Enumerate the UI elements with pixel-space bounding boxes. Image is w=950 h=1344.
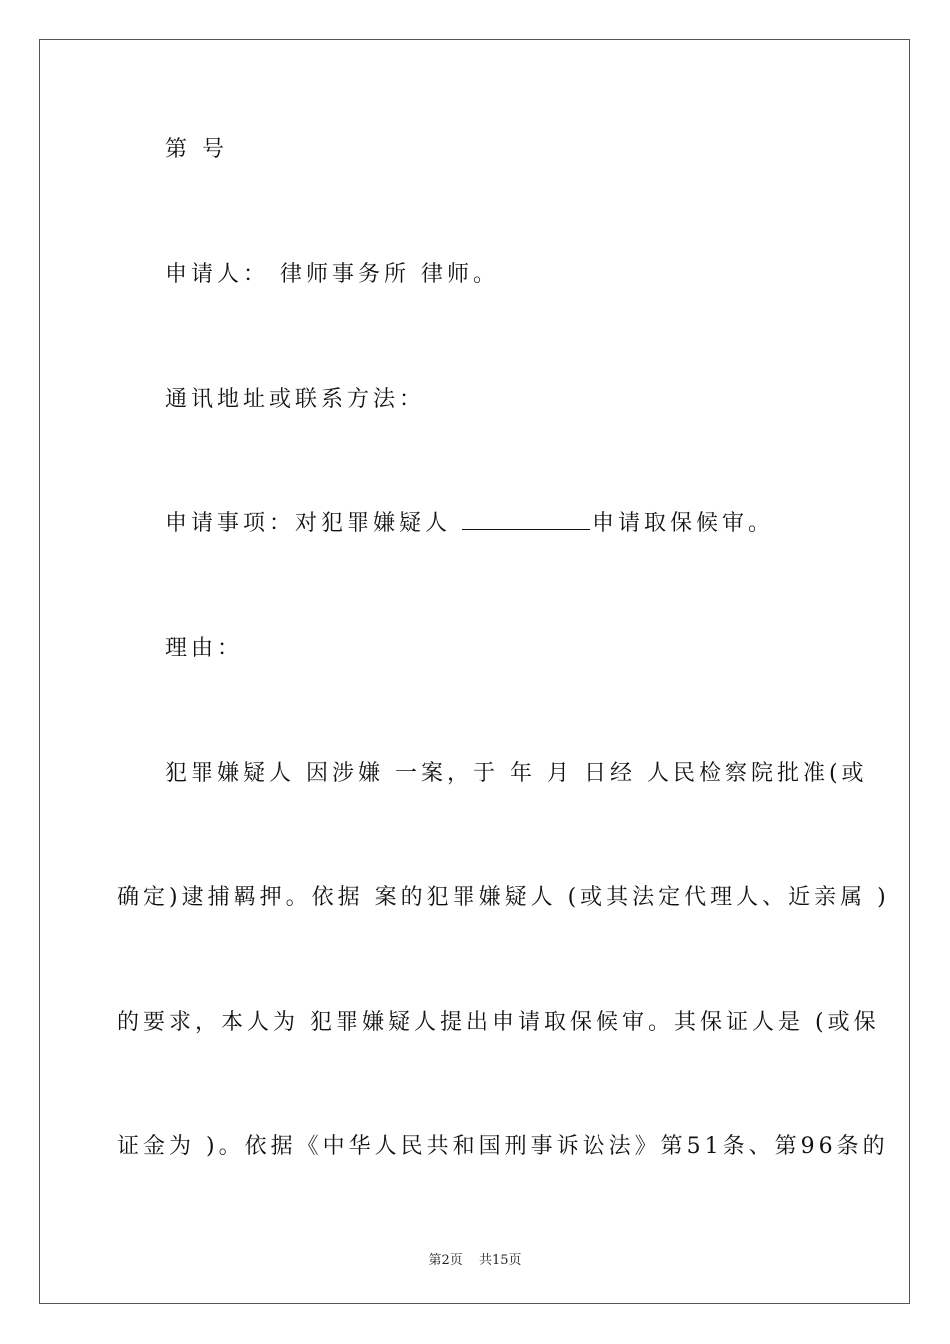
total-pages-label: 共15页 [478,1253,522,1268]
suspect-name-blank [462,511,590,530]
application-matter-suffix: 申请取保候审。 [592,511,775,536]
contact-address-line: 通讯地址或联系方法： [165,387,426,412]
page-border [39,39,910,1304]
reason-paragraph-line-3: 的要求，本人为 犯罪嫌疑人提出申请取保候审。其保证人是 (或保 [117,1010,880,1035]
document-number-line: 第 号 [165,137,228,162]
page-footer [0,1249,950,1268]
applicant-line: 申请人： 律师事务所 律师。 [165,262,499,287]
application-matter-prefix: 申请事项：对犯罪嫌疑人 [165,511,462,536]
current-page-label: 第2页 [428,1253,463,1268]
reason-paragraph-line-1: 犯罪嫌疑人 因涉嫌 一案，于 年 月 日经 人民检察院批准(或 [165,761,868,786]
reason-paragraph-line-4: 证金为 )。依据《中华人民共和国刑事诉讼法》第51条、第96条的 [117,1134,889,1159]
reason-paragraph-line-2: 确定)逮捕羁押。依据 案的犯罪嫌疑人 (或其法定代理人、近亲属 ) [117,885,890,910]
application-matter-line [165,511,774,537]
reason-heading: 理由： [165,636,244,661]
